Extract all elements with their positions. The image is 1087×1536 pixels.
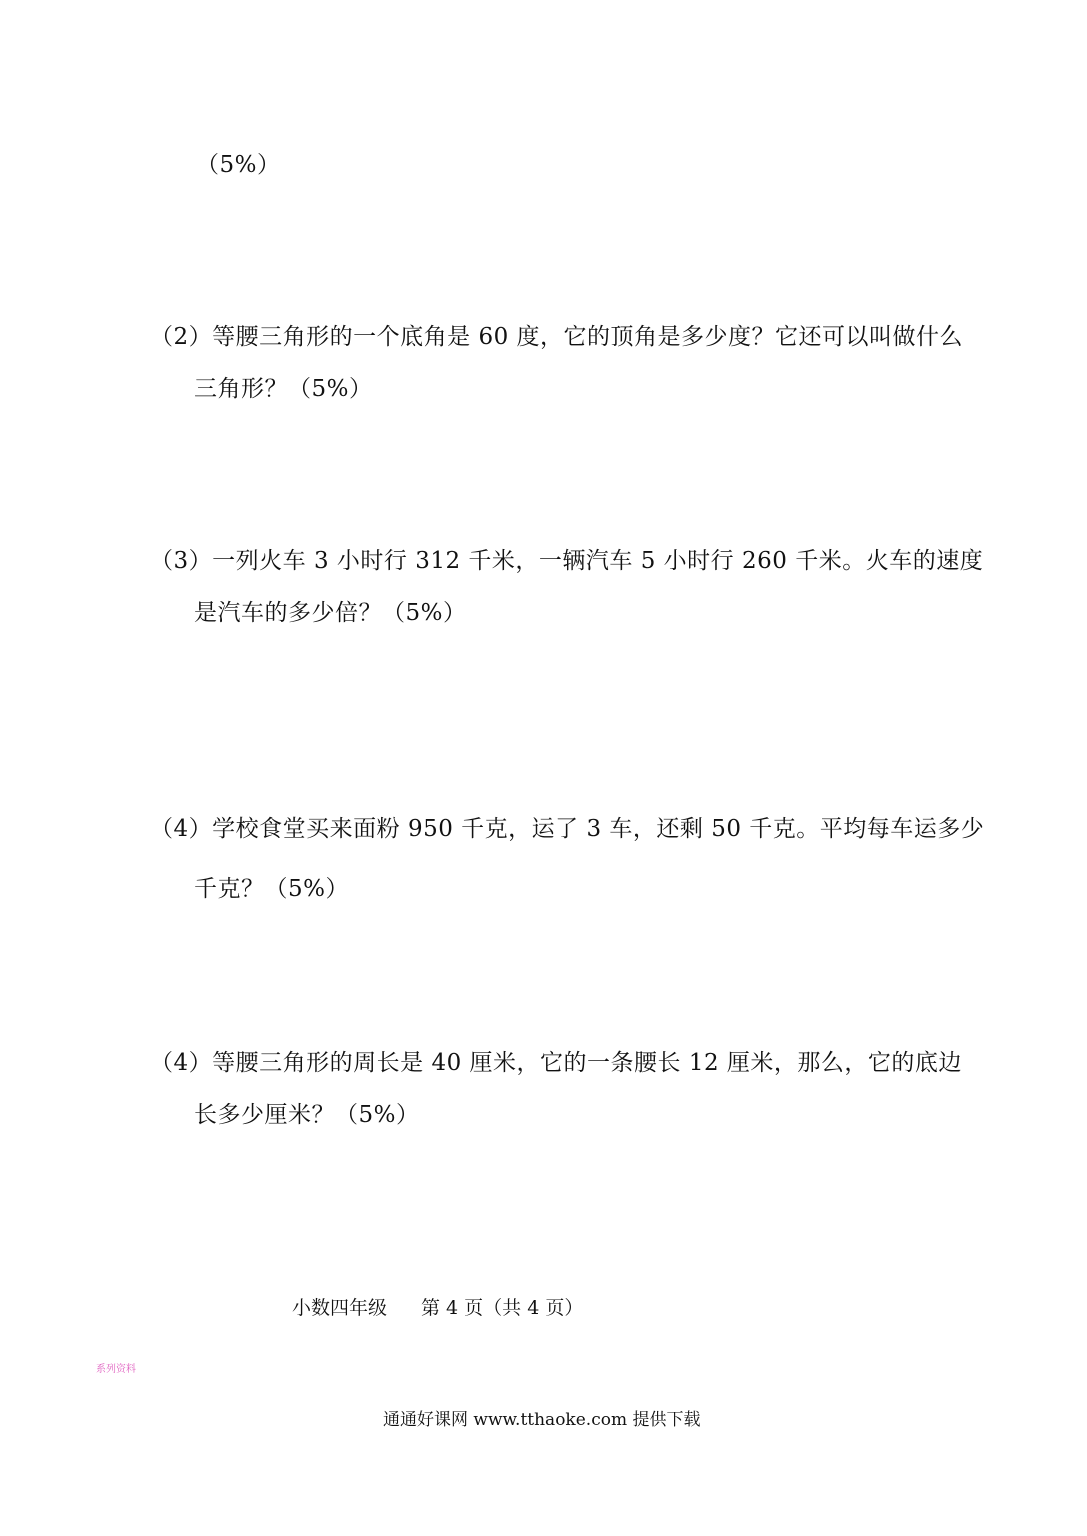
question-4b-line-2: 长多少厘米？（5%）: [194, 1102, 420, 1128]
page-footer: [292, 1296, 583, 1320]
question-2-line-1: （2）等腰三角形的一个底角是 60 度，它的顶角是多少度？它还可以叫做什么: [150, 324, 964, 350]
source-credit: 通通好课网 www.tthaoke.com 提供下载: [383, 1410, 701, 1430]
question-4b-line-1: （4）等腰三角形的周长是 40 厘米，它的一条腰长 12 厘米，那么，它的底边: [150, 1050, 962, 1076]
watermark-text: 系列资料: [96, 1364, 136, 1375]
footer-page-number: 第 4 页（共 4 页）: [421, 1297, 584, 1319]
question-2-line-2: 三角形？（5%）: [194, 376, 373, 402]
question-4a-line-2: 千克？（5%）: [194, 876, 349, 902]
question-3-line-1: （3）一列火车 3 小时行 312 千米，一辆汽车 5 小时行 260 千米。火车的速度: [150, 548, 984, 574]
footer-grade: 小数四年级: [292, 1297, 388, 1319]
previous-question-score: （5%）: [196, 152, 281, 178]
question-4a-line-1: （4）学校食堂买来面粉 950 千克，运了 3 车，还剩 50 千克。平均每车运多少: [150, 816, 985, 842]
question-3-line-2: 是汽车的多少倍？（5%）: [194, 600, 467, 626]
